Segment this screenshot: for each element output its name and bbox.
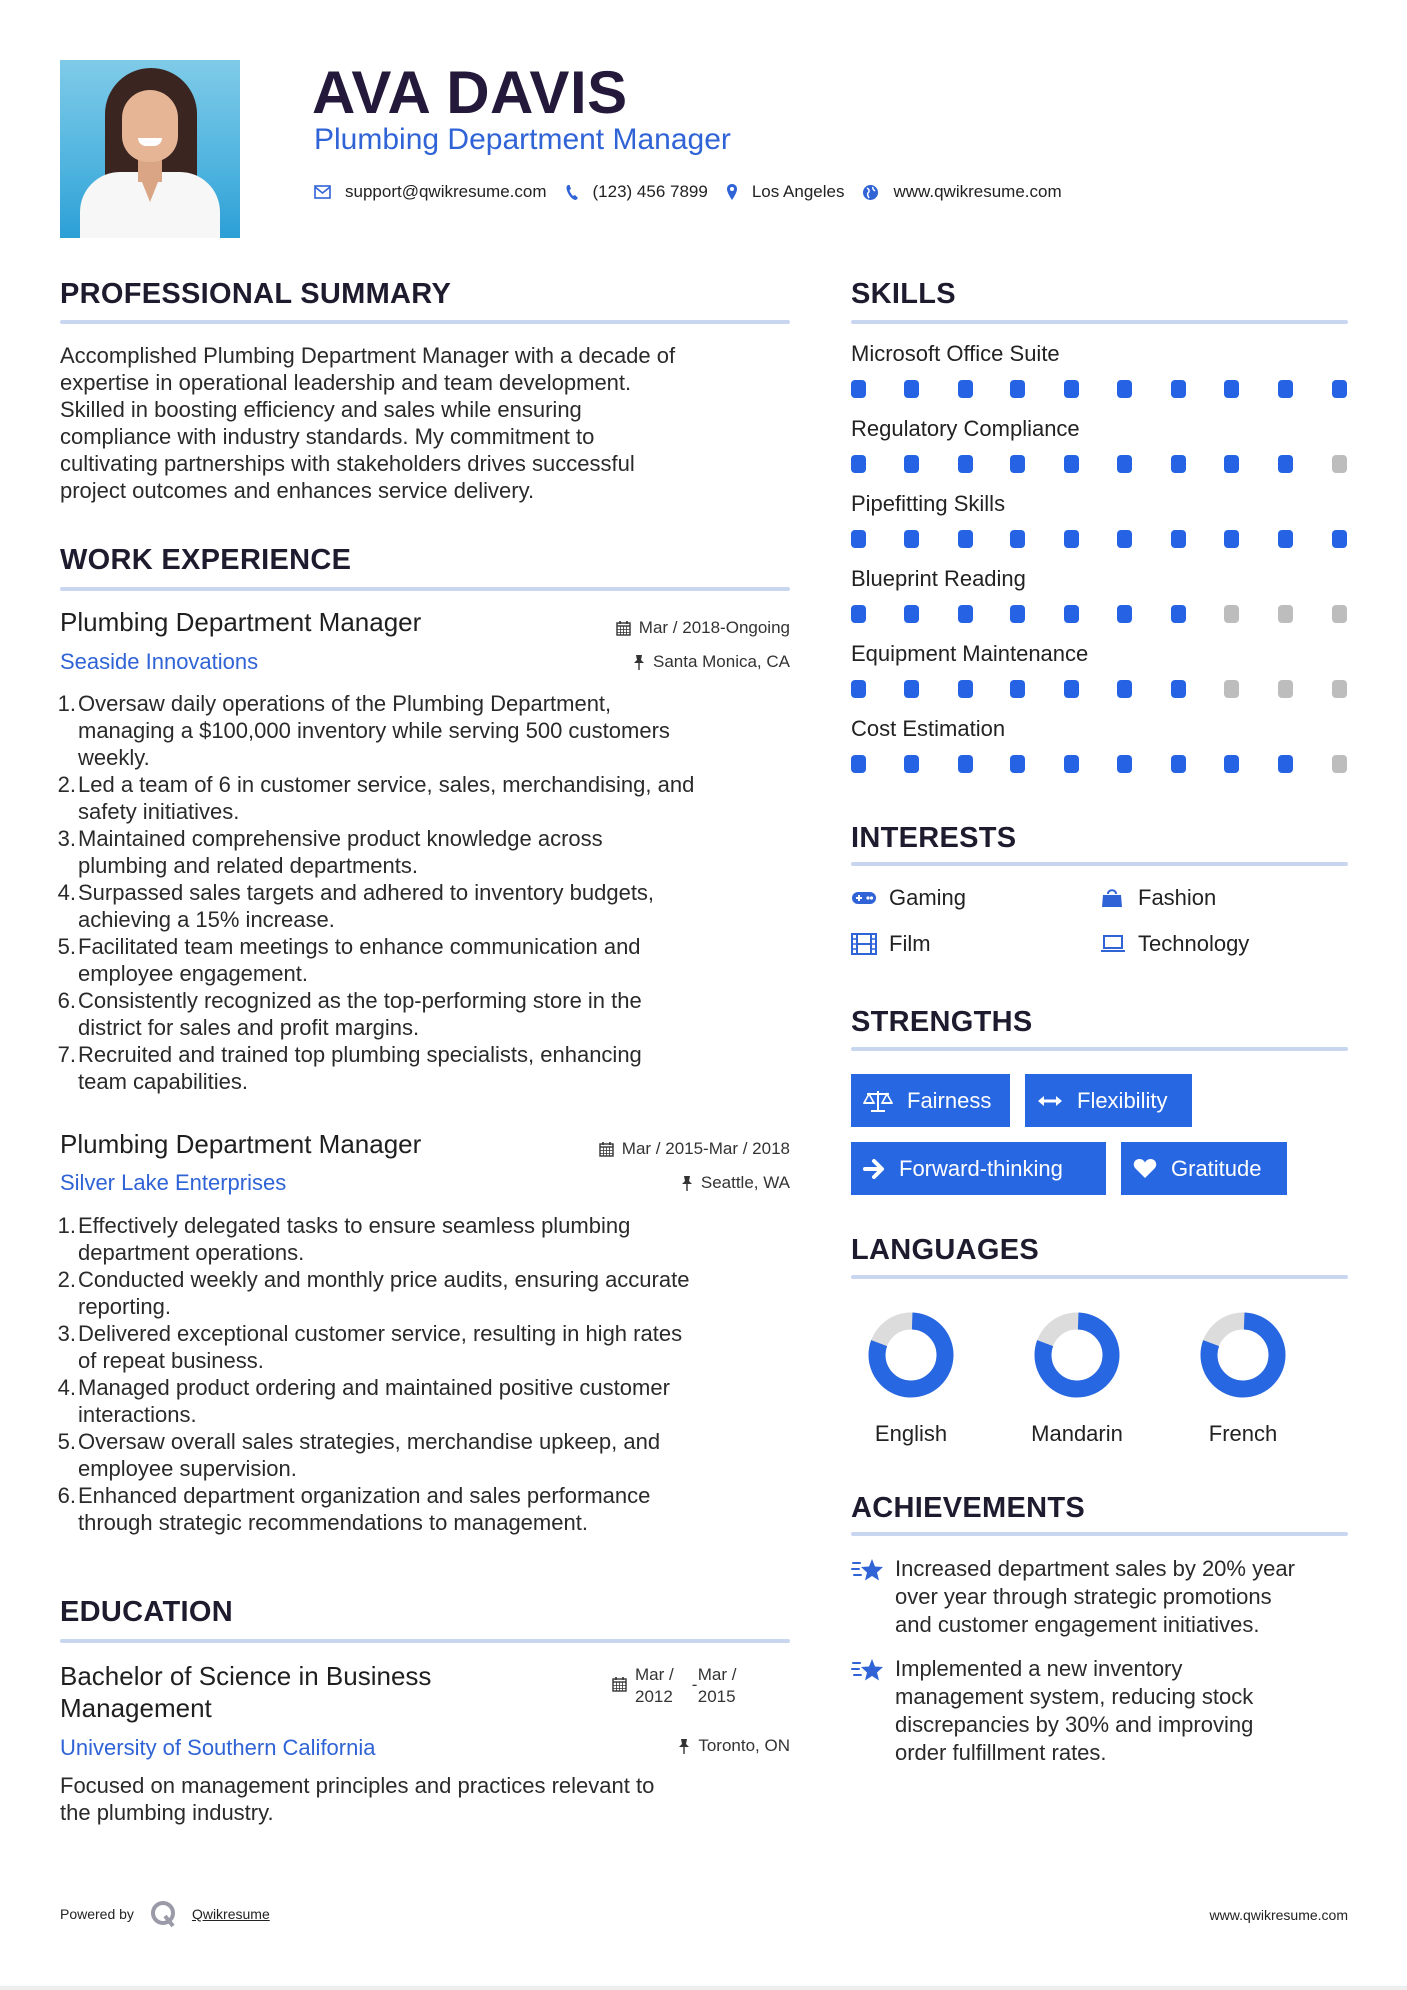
rating-dot-empty — [1332, 680, 1347, 698]
envelope-icon — [314, 185, 331, 199]
rating-dot-filled — [958, 605, 973, 623]
list-item: 1. Effectively delegated tasks to ensure seamless plumbing department operations. — [57, 1213, 631, 1265]
rating-dot-filled — [1010, 455, 1025, 473]
interest-technology: Technology — [1100, 930, 1249, 958]
rating-dot-empty — [1332, 605, 1347, 623]
skill-item — [851, 340, 1348, 398]
rating-dot-empty — [1332, 455, 1347, 473]
rating-dot-filled — [851, 455, 866, 473]
candidate-role: Plumbing Department Manager — [314, 123, 731, 156]
language-item — [1007, 1310, 1147, 1448]
rating-dot-filled — [1224, 530, 1239, 548]
skill-rating — [851, 605, 1348, 623]
rating-dot-filled — [1278, 530, 1293, 548]
skill-name: Regulatory Compliance — [851, 416, 1080, 441]
gamepad-icon — [851, 890, 879, 906]
rating-dot-filled — [1117, 380, 1132, 398]
laptop-icon — [1100, 934, 1128, 954]
rating-dot-filled — [1010, 380, 1025, 398]
rating-dot-filled — [1171, 605, 1186, 623]
rating-dot-filled — [958, 530, 973, 548]
strength-badge-fairness: Fairness — [851, 1074, 1010, 1127]
rating-dot-filled — [1064, 530, 1079, 548]
website-text: www.qwikresume.com — [893, 182, 1062, 201]
skill-name: Pipefitting Skills — [851, 491, 1006, 516]
rating-dot-filled — [958, 755, 973, 773]
section-divider — [851, 320, 1348, 324]
calendar-icon — [616, 620, 631, 636]
language-name: English — [874, 1421, 948, 1446]
job-location: Santa Monica, CA — [560, 651, 790, 673]
rating-dot-filled — [1278, 455, 1293, 473]
section-title-skills: SKILLS — [851, 278, 956, 310]
achievement-item: Increased department sales by 20% year over year through strategic promotions and customer engagement initiatives. — [851, 1555, 1351, 1639]
rating-dot-filled — [1064, 605, 1079, 623]
skill-item — [851, 490, 1348, 548]
rating-dot-filled — [1010, 530, 1025, 548]
job-bullets — [57, 1212, 800, 1536]
rating-dot-filled — [1278, 755, 1293, 773]
skill-rating — [851, 530, 1348, 548]
list-item: 6. Consistently recognized as the top-performing store in the district for sales and profit margins. — [57, 988, 642, 1040]
rating-dot-filled — [958, 455, 973, 473]
section-divider — [851, 862, 1348, 866]
film-icon — [851, 933, 879, 955]
section-title-experience: WORK EXPERIENCE — [60, 544, 352, 576]
rating-dot-filled — [1171, 530, 1186, 548]
pushpin-icon — [633, 654, 645, 671]
interest-fashion: Fashion — [1100, 884, 1216, 912]
job-location: Seattle, WA — [560, 1172, 790, 1194]
rating-dot-filled — [1117, 530, 1132, 548]
job-bullets — [57, 690, 800, 1095]
rating-dot-filled — [851, 380, 866, 398]
job-title: Plumbing Department Manager — [60, 1129, 422, 1159]
skill-item — [851, 415, 1348, 473]
degree-title: Bachelor of Science in Business Management — [60, 1661, 432, 1723]
strength-badge-forward-thinking: Forward-thinking — [851, 1142, 1106, 1195]
contact-location — [726, 182, 845, 202]
list-item: 7. Recruited and trained top plumbing specialists, enhancing team capabilities. — [57, 1042, 642, 1094]
rating-dot-filled — [1332, 530, 1347, 548]
rating-dot-filled — [904, 455, 919, 473]
rating-dot-empty — [1224, 605, 1239, 623]
calendar-icon — [612, 1676, 627, 1692]
list-item: 3. Maintained comprehensive product knowledge across plumbing and related departments. — [57, 826, 603, 878]
rating-dot-filled — [1010, 680, 1025, 698]
email-text: support@qwikresume.com — [345, 182, 547, 201]
star-icon — [851, 1555, 895, 1639]
qwikresume-link[interactable]: Qwikresume — [191, 1906, 270, 1922]
section-divider — [851, 1047, 1348, 1051]
summary-text: Accomplished Plumbing Department Manager with a decade of expertise in operational leadership and team development. Skilled in boosting efficiency and sales while ensuring compliance with industry standards. My commitment to cultivating partnerships with stakeholders drives successful project outcomes and enhances service delivery. — [60, 343, 676, 503]
footer-website[interactable]: www.qwikresume.com — [1209, 1907, 1348, 1923]
pushpin-icon — [681, 1175, 693, 1192]
interest-gaming: Gaming — [851, 884, 966, 912]
qwikresume-logo-icon — [150, 1900, 178, 1928]
rating-dot-filled — [1064, 680, 1079, 698]
section-divider — [60, 587, 790, 591]
rating-dot-filled — [1064, 755, 1079, 773]
section-title-interests: INTERESTS — [851, 822, 1017, 854]
list-item: 6. Enhanced department organization and sales performance through strategic recommendations to management. — [57, 1483, 651, 1535]
company-name: Silver Lake Enterprises — [60, 1170, 287, 1195]
skill-rating — [851, 380, 1348, 398]
phone-icon — [565, 184, 579, 201]
strength-badge-gratitude: Gratitude — [1121, 1142, 1287, 1195]
phone-text: (123) 456 7899 — [592, 182, 708, 201]
rating-dot-filled — [851, 755, 866, 773]
section-title-strengths: STRENGTHS — [851, 1006, 1033, 1038]
skill-name: Cost Estimation — [851, 716, 1006, 741]
rating-dot-filled — [958, 680, 973, 698]
list-item: 1. Oversaw daily operations of the Plumbing Department, managing a $100,000 inventory while serving 500 customers weekly. — [57, 691, 670, 770]
heart-icon — [1133, 1158, 1157, 1179]
job-dates: Mar / 2015-Mar / 2018 — [540, 1138, 790, 1160]
rating-dot-filled — [904, 755, 919, 773]
arrow-right-icon — [863, 1159, 885, 1179]
skill-name: Equipment Maintenance — [851, 641, 1089, 666]
rating-dot-empty — [1278, 680, 1293, 698]
section-divider — [60, 320, 790, 324]
rating-dot-filled — [1224, 455, 1239, 473]
job-dates: Mar / 2018-Ongoing — [560, 617, 790, 639]
list-item: 3. Delivered exceptional customer service, resulting in high rates of repeat business. — [57, 1321, 683, 1373]
school-name: University of Southern California — [60, 1735, 376, 1760]
language-donut-chart — [866, 1310, 956, 1400]
page-bottom-edge — [0, 1986, 1407, 1990]
strength-badge-flexibility: Flexibility — [1025, 1074, 1192, 1127]
location-text: Los Angeles — [751, 182, 845, 201]
job-title: Plumbing Department Manager — [60, 607, 422, 637]
skill-name: Microsoft Office Suite — [851, 341, 1060, 366]
skill-rating — [851, 755, 1348, 773]
rating-dot-filled — [904, 380, 919, 398]
rating-dot-filled — [1064, 380, 1079, 398]
rating-dot-filled — [1278, 380, 1293, 398]
rating-dot-empty — [1332, 755, 1347, 773]
education-location: Toronto, ON — [560, 1735, 790, 1757]
rating-dot-empty — [1224, 680, 1239, 698]
pushpin-icon — [678, 1738, 690, 1755]
section-divider — [60, 1639, 790, 1643]
rating-dot-filled — [904, 605, 919, 623]
balance-scale-icon — [863, 1089, 893, 1113]
skill-item — [851, 715, 1348, 773]
section-divider — [851, 1532, 1348, 1536]
achievement-item: Implemented a new inventory management system, reducing stock discrepancies by 30% and improving order fulfillment rates. — [851, 1655, 1351, 1767]
star-icon — [851, 1655, 895, 1767]
contact-email[interactable] — [314, 182, 547, 202]
map-pin-icon — [726, 183, 738, 201]
rating-dot-filled — [851, 680, 866, 698]
section-title-education: EDUCATION — [60, 1596, 233, 1628]
interest-film: Film — [851, 930, 931, 958]
rating-dot-filled — [1224, 755, 1239, 773]
rating-dot-filled — [904, 530, 919, 548]
rating-dot-filled — [1332, 380, 1347, 398]
education-description: Focused on management principles and practices relevant to the plumbing industry. — [60, 1773, 655, 1825]
rating-dot-filled — [904, 680, 919, 698]
list-item: 5. Facilitated team meetings to enhance communication and employee engagement. — [57, 934, 641, 986]
rating-dot-filled — [1171, 380, 1186, 398]
skill-rating — [851, 680, 1348, 698]
rating-dot-filled — [1224, 380, 1239, 398]
rating-dot-filled — [1117, 605, 1132, 623]
language-name: Mandarin — [1031, 1421, 1123, 1446]
rating-dot-filled — [1117, 755, 1132, 773]
language-donut-chart — [1198, 1310, 1288, 1400]
section-divider — [851, 1275, 1348, 1279]
list-item: 4. Managed product ordering and maintained positive customer interactions. — [57, 1375, 670, 1427]
profile-photo — [60, 60, 240, 238]
rating-dot-filled — [1010, 605, 1025, 623]
powered-by-label: Powered by — [60, 1906, 134, 1922]
section-title-summary: PROFESSIONAL SUMMARY — [60, 278, 452, 310]
education-dates: Mar / 2012 - Mar / 2015 — [612, 1664, 792, 1708]
rating-dot-filled — [1171, 680, 1186, 698]
rating-dot-empty — [1278, 605, 1293, 623]
list-item: 5. Oversaw overall sales strategies, merchandise upkeep, and employee supervision. — [57, 1429, 661, 1481]
contact-phone[interactable] — [565, 182, 708, 202]
language-item — [841, 1310, 981, 1448]
rating-dot-filled — [1171, 755, 1186, 773]
contact-website[interactable] — [862, 182, 1061, 202]
skill-name: Blueprint Reading — [851, 566, 1026, 591]
rating-dot-filled — [1171, 455, 1186, 473]
contact-row — [314, 180, 1080, 204]
arrows-horizontal-icon — [1037, 1094, 1063, 1108]
list-item: 2. Conducted weekly and monthly price audits, ensuring accurate reporting. — [57, 1267, 690, 1319]
footer-powered-by — [60, 1900, 270, 1928]
rating-dot-filled — [851, 530, 866, 548]
candidate-name: AVA DAVIS — [312, 59, 628, 126]
language-item — [1173, 1310, 1313, 1448]
section-title-languages: LANGUAGES — [851, 1234, 1039, 1266]
rating-dot-filled — [1117, 455, 1132, 473]
shopping-bag-icon — [1100, 886, 1128, 910]
language-donut-chart — [1032, 1310, 1122, 1400]
rating-dot-filled — [958, 380, 973, 398]
rating-dot-filled — [851, 605, 866, 623]
globe-icon — [862, 184, 879, 201]
rating-dot-filled — [1117, 680, 1132, 698]
company-name: Seaside Innovations — [60, 649, 259, 674]
language-name: French — [1208, 1421, 1278, 1446]
skill-item — [851, 640, 1348, 698]
rating-dot-filled — [1064, 455, 1079, 473]
skill-rating — [851, 455, 1348, 473]
skill-item — [851, 565, 1348, 623]
section-title-achievements: ACHIEVEMENTS — [851, 1492, 1086, 1524]
list-item: 4. Surpassed sales targets and adhered to inventory budgets, achieving a 15% increase. — [57, 880, 655, 932]
calendar-icon — [599, 1141, 614, 1157]
list-item: 2. Led a team of 6 in customer service, sales, merchandising, and safety initiatives. — [57, 772, 695, 824]
rating-dot-filled — [1010, 755, 1025, 773]
